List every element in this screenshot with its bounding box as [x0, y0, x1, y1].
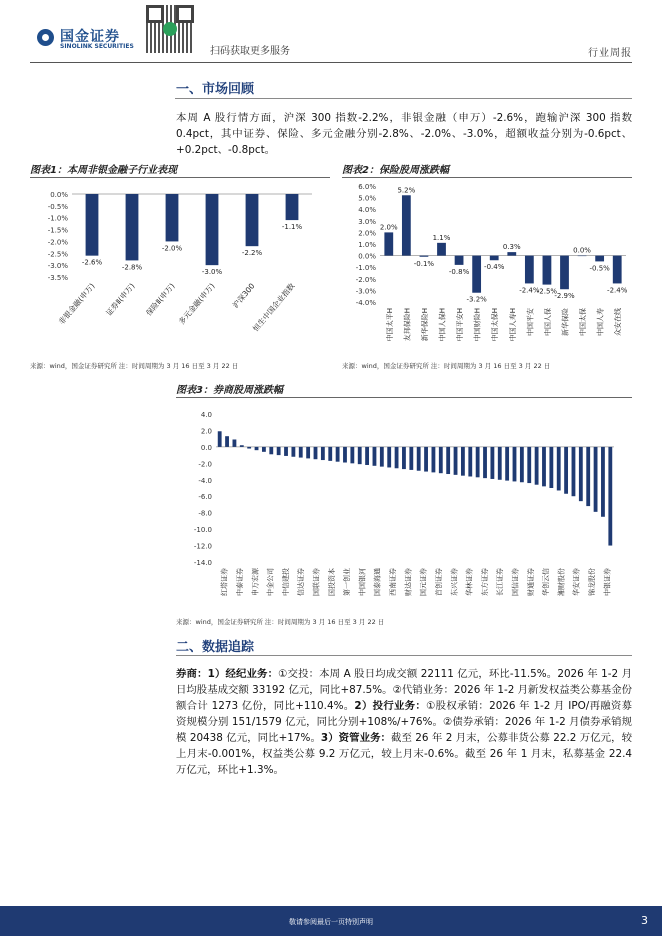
y-tick-label: -1.0% [47, 214, 68, 223]
bar [472, 256, 481, 293]
category-label: 红塔证券 [220, 568, 229, 596]
fig1-title: 图表1：本周非银金融子行业表现 [30, 165, 177, 176]
bar [432, 447, 436, 472]
bar [608, 447, 612, 546]
y-tick-label: -14.0 [193, 559, 212, 567]
bar [277, 447, 281, 455]
y-tick-label: -6.0 [198, 493, 212, 502]
data-label: 2.0% [379, 223, 398, 232]
bar [395, 447, 399, 468]
fig2-chart [342, 178, 632, 353]
y-tick-label: 1.0% [358, 241, 376, 249]
data-label: -0.8% [448, 267, 470, 276]
category-label: 东方证券 [480, 568, 489, 596]
category-label: 中国财险H [473, 308, 482, 342]
bar [417, 447, 421, 471]
data-label: -0.4% [484, 263, 505, 272]
category-label: 国元证券 [419, 568, 428, 596]
qr-center-logo-icon [163, 22, 177, 36]
bar [543, 256, 552, 285]
category-label: 华安证券 [572, 568, 581, 596]
fig2-source: 来源：wind，国金证券研究所 注：时间周期为 3 月 16 日至 3 月 22 日 [342, 362, 551, 370]
section2-underline [176, 655, 632, 656]
bar [269, 447, 273, 454]
y-tick-label: -2.0% [355, 275, 376, 284]
bar [86, 194, 99, 256]
bar [549, 447, 553, 488]
bar [291, 447, 295, 457]
bar [505, 447, 509, 481]
data-label: -2.8% [121, 263, 143, 272]
category-label: 中国人寿H [508, 308, 517, 342]
bar [336, 447, 340, 462]
category-label: 国联证券 [312, 568, 321, 596]
data-label: 0.0% [573, 246, 591, 255]
bar [579, 447, 583, 501]
y-tick-label: -4.0 [198, 476, 212, 485]
bar [373, 447, 377, 466]
data-label: 1.1% [432, 233, 451, 242]
bar [206, 194, 219, 265]
page-header [0, 0, 662, 62]
bar [255, 447, 259, 450]
category-label: 中国平安 [526, 308, 535, 336]
fig3-chart [176, 400, 632, 610]
bar [166, 194, 179, 241]
bar [595, 256, 604, 262]
y-tick-label: -2.0 [198, 460, 212, 469]
bar [321, 447, 325, 460]
market-review-paragraph: 本周 A 股行情方面，沪深 300 指数-2.2%，非银金融（申万）-2.6%，跑输沪深 300 指数 0.4pct，其中证券、保险、多元金融分别-2.8%、-2.0%、-3.0%，超额收益分别为-0.6pct、+0.2pct、-0.8pct。 [176, 112, 632, 156]
category-label: 恒生中国企业指数 [251, 281, 297, 334]
sinolink-logo-icon [37, 29, 54, 46]
data-label: -2.2% [241, 249, 263, 258]
category-label: 新华保险 [561, 308, 570, 336]
y-tick-label: -12.0 [193, 542, 212, 551]
y-tick-label: 5.0% [358, 194, 376, 203]
bar [126, 194, 139, 260]
y-tick-label: -3.0% [47, 262, 68, 271]
bar [306, 447, 310, 459]
data-label: 5.2% [397, 186, 416, 195]
page-number: 3 [641, 914, 648, 927]
brokerage-lead: 券商：1）经纪业务： [176, 668, 279, 680]
category-label: 新华保险H [420, 308, 429, 342]
bar [557, 447, 561, 491]
section2-title: 二、数据追踪 [176, 640, 255, 655]
fig1-source: 来源：wind，国金证券研究所 注：时间周期为 3 月 16 日至 3 月 22 日 [30, 362, 239, 370]
data-label: -0.1% [413, 259, 435, 268]
am-lead: 3）资管业务： [320, 732, 391, 744]
bar [542, 447, 546, 486]
bar [246, 194, 259, 246]
category-label: 西南证券 [389, 568, 398, 596]
category-label: 多元金融(申万) [176, 281, 217, 327]
data-label: -1.1% [281, 223, 303, 232]
bar [454, 447, 458, 475]
data-label: -3.2% [466, 295, 487, 304]
category-label: 锦龙股份 [588, 568, 597, 596]
bar [233, 439, 237, 446]
bar [520, 447, 524, 482]
bar [299, 447, 303, 458]
y-tick-label: -3.0% [355, 287, 376, 296]
category-label: 湘财股份 [557, 568, 566, 596]
bar [314, 447, 318, 459]
bar [572, 447, 576, 496]
y-tick-label: -3.5% [47, 274, 68, 282]
y-tick-label: 0.0% [358, 252, 376, 261]
bar [513, 447, 517, 482]
y-tick-label: 3.0% [358, 217, 376, 226]
data-label: -2.4% [607, 286, 628, 295]
y-tick-label: 4.0% [358, 206, 376, 215]
bar [218, 431, 222, 447]
category-label: 沪深300 [230, 281, 257, 310]
category-label: 中银证券 [603, 568, 612, 596]
fig3-title-rule [176, 397, 632, 398]
fig3-title: 图表3：券商股周涨跌幅 [176, 385, 283, 396]
category-label: 证券Ⅱ(申万) [104, 281, 137, 318]
bar [490, 447, 494, 479]
data-label: -0.5% [589, 264, 610, 273]
fig2-title: 图表2：保险股周涨跌幅 [342, 165, 449, 176]
bar [225, 436, 229, 447]
bar [247, 447, 251, 449]
bar [262, 447, 266, 452]
bar [498, 447, 502, 480]
category-label: 非银金融(申万) [56, 281, 97, 327]
bar [601, 447, 605, 517]
data-label: -2.5% [536, 287, 558, 296]
category-label: 中泰证券 [235, 568, 244, 596]
category-label: 中国人保 [543, 308, 552, 336]
logo-cn-text: 国金证券 [60, 29, 120, 45]
data-label: -2.9% [554, 292, 575, 301]
category-label: 华林证券 [465, 568, 474, 596]
fig1-chart [30, 178, 330, 353]
document-type: 行业周报 [588, 48, 632, 59]
y-tick-label: 4.0 [200, 411, 212, 419]
bar [468, 447, 472, 477]
bar [284, 447, 288, 456]
bar [420, 256, 429, 257]
category-label: 中国银河 [358, 568, 367, 596]
category-label: 财通证券 [526, 568, 535, 596]
am-text: 截至 26 年 2 月末，公募非货公募 22.2 万亿元，较上月末-0.001%，权益类公募 9.2 万亿元，较上月末-0.6%。截至 26 年 1 月末，私募基金 22.4 万亿元，环比+1.3%。 [176, 732, 632, 776]
category-label: 华创云信 [542, 568, 551, 596]
category-label: 众安在线 [614, 308, 623, 336]
bar [455, 256, 464, 265]
y-tick-label: -0.5% [47, 202, 68, 211]
data-label: -2.4% [519, 286, 540, 295]
category-label: 信达证券 [297, 568, 306, 596]
bar [560, 256, 569, 290]
category-label: 中国太平H [385, 308, 394, 342]
bar [507, 252, 516, 255]
category-label: 中国太保 [579, 308, 588, 336]
bar [564, 447, 568, 494]
y-tick-label: -2.0% [47, 238, 68, 247]
bar [525, 256, 534, 284]
fig3-source: 来源：wind，国金证券研究所 注：时间周期为 3 月 16 日至 3 月 22 日 [176, 618, 385, 626]
logo-en-text: SINOLINK SECURITIES [60, 43, 134, 50]
data-label: 0.3% [502, 243, 521, 252]
category-label: 财达证券 [404, 568, 413, 596]
bar [380, 447, 384, 467]
data-label: -3.0% [201, 268, 223, 277]
y-tick-label: 0.0% [50, 191, 68, 199]
bar [402, 447, 406, 469]
y-tick-label: 2.0% [358, 229, 376, 238]
y-tick-label: -1.0% [355, 264, 376, 273]
bar [343, 447, 347, 463]
category-label: 中国平安H [456, 308, 465, 342]
data-label: -2.0% [161, 244, 183, 253]
bar [365, 447, 369, 465]
scan-prompt: 扫码获取更多服务 [210, 46, 290, 57]
bar [578, 256, 587, 257]
category-label: 东兴证券 [450, 568, 459, 596]
y-tick-label: -1.5% [47, 226, 68, 235]
section1-underline [175, 98, 632, 99]
bar [483, 447, 487, 478]
bar [461, 447, 465, 476]
bar [424, 447, 428, 472]
bar [387, 447, 391, 468]
bar [286, 194, 299, 220]
bar [439, 447, 443, 473]
category-label: 国信证券 [511, 568, 520, 596]
bar [476, 447, 480, 477]
ib-text: ①股权承销：2026 年 1-2 月 IPO/再融资募资规模分别 151/1579 亿元，同比分别+108%/+76%。②债券承销：2026 年 1-2 月债券承销规模 20438 亿元，同比+17%。 [176, 700, 633, 744]
footer-disclaimer: 敬请参阅最后一页特别声明 [289, 918, 373, 926]
category-label: 首创证券 [434, 568, 443, 596]
bar [350, 447, 354, 463]
category-label: 国投资本 [327, 568, 336, 596]
y-tick-label: 2.0 [200, 427, 212, 436]
y-tick-label: -4.0% [355, 299, 376, 307]
ib-lead: 2）投行业务： [354, 700, 427, 712]
category-label: 长江证券 [496, 568, 505, 596]
bar [613, 256, 622, 284]
bar [328, 447, 332, 461]
bar [358, 447, 362, 464]
header-divider [30, 62, 632, 63]
bar [240, 445, 244, 447]
section1-title: 一、市场回顾 [176, 82, 255, 97]
y-tick-label: 6.0% [358, 183, 376, 191]
y-tick-label: -2.5% [47, 250, 68, 259]
bar [384, 232, 393, 255]
bar [586, 447, 590, 506]
category-label: 第一创业 [343, 568, 352, 596]
bar [527, 447, 531, 483]
category-label: 中国人保H [438, 308, 447, 342]
bar [594, 447, 598, 512]
data-label: -2.6% [81, 258, 103, 267]
bar [402, 195, 411, 255]
y-tick-label: 0.0 [200, 443, 212, 452]
bar [490, 256, 499, 261]
category-label: 保险Ⅱ(申万) [144, 281, 177, 318]
category-label: 中信建投 [281, 568, 290, 596]
bar [535, 447, 539, 485]
bar [446, 447, 450, 474]
category-label: 申万宏源 [251, 568, 260, 596]
y-tick-label: -8.0 [198, 509, 212, 518]
bar [437, 243, 446, 256]
data-tracking-paragraph [176, 666, 632, 778]
category-label: 国泰海通 [373, 568, 382, 596]
category-label: 友邦保险H [403, 308, 412, 342]
bar [409, 447, 413, 470]
category-label: 中国人寿 [596, 308, 605, 336]
y-tick-label: -10.0 [193, 526, 212, 535]
brokerage-text: ①交投：本周 A 股日均成交额 22111 亿元，环比-11.5%。2026 年 1-2 月日均股基成交额 33192 亿元，同比+87.5%。②代销业务：2026 年 1-2 月新发权益类公募基金份额合计 1273 亿份，同比+110.4%。 [176, 668, 632, 712]
category-label: 中国太保H [491, 308, 500, 342]
category-label: 中金公司 [266, 568, 275, 596]
